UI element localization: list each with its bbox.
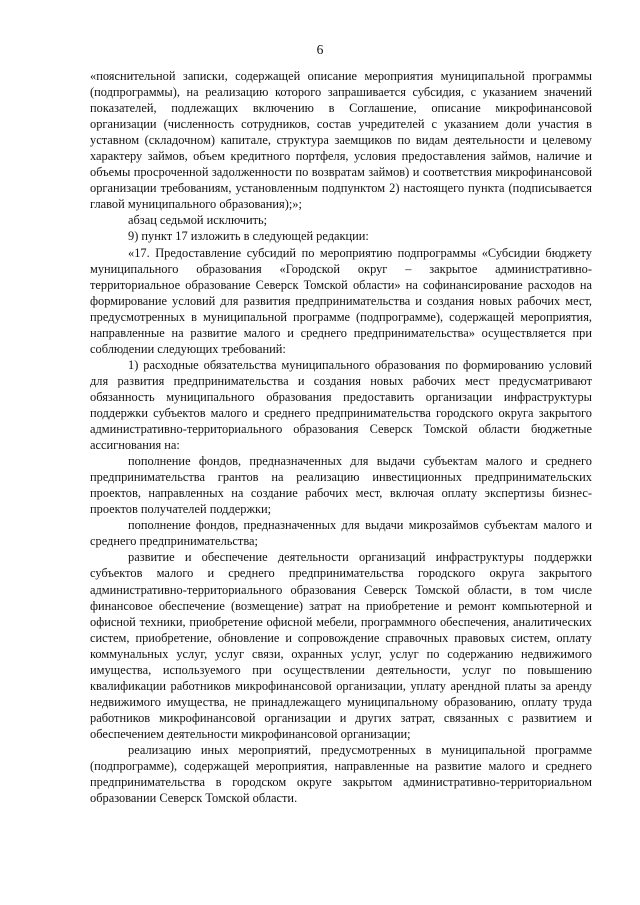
document-body	[90, 68, 592, 806]
paragraph-abzac-excluded: абзац седьмой исключить;	[128, 213, 268, 228]
paragraph-item-9: 9) пункт 17 изложить в следующей редакции:	[128, 229, 369, 244]
paragraph-infrastructure-development: развитие и обеспечение деятельности организаций инфраструктуры поддержки субъектов малого и среднего предпринимательства городского округа закрытого административно-территориального образования Северск Томской области, в том числе финансовое обеспечение (возмещение) затрат на приобретение и ремонт компьютерной и офисной техники, приобретение офисной мебели, программного обеспечения, аналитических систем, приобретение, обновление и сопровождение справочных правовых систем, оплату коммунальных услуг, услуг связи, охранных услуг, услуг по содержанию недвижимого имущества, используемого при осуществлении деятельности, услуг по повышению квалификации работников микрофинансовой организации, уплату арендной платы за аренду недвижимого имущества, не принадлежащего муниципальному образованию, оплату труда работников микрофинансовой организации и других затрат, связанных с развитием и обеспечением деятельности микрофинансовой организации;	[90, 550, 592, 741]
paragraph-explanatory-note: «пояснительной записки, содержащей описание мероприятия муниципальной программы (подпрограммы), на реализацию которого запрашивается субсидия, с указанием значений показателей, подлежащих включению в Соглашение, описание микрофинансовой организации (численность сотрудников, состав учредителей с указанием доли участия в уставном (складочном) капитале, структура заемщиков по видам деятельности и целевому характеру займов, объем кредитного портфеля, условия предоставления займов, наличие и объемы просроченной задолженности по возвратам займов) и соответствия микрофинансовой организации требованиям, установленным подпунктом 2) настоящего пункта (подписывается главой муниципального образования);»;	[90, 69, 592, 212]
paragraph-item-17: «17. Предоставление субсидий по мероприятию подпрограммы «Субсидии бюджету муниципального образования «Городской округ – закрытое административно-территориальное образование Северск Томской области» на софинансирование расходов на формирование условий для развития предпринимательства и создания новых рабочих мест, предусмотренных в муниципальной программе (подпрограмме), содержащей мероприятия, направленные на развитие малого и среднего предпринимательства» осуществляется при соблюдении следующих требований:	[90, 245, 592, 356]
paragraph-other-activities: реализацию иных мероприятий, предусмотренных в муниципальной программе (подпрограмме), содержащей мероприятия, направленные на развитие малого и среднего предпринимательства в городском округе закрытом административно-территориальном образовании Северск Томской области.	[90, 742, 592, 806]
paragraph-subitem-1: 1) расходные обязательства муниципального образования по формированию условий для развития предпринимательства и создания новых рабочих мест предусматривают обязанность муниципального образования предоставить организации инфраструктуры поддержки субъектов малого и среднего предпринимательства городского округа закрытого административно-территориального образования Северск Томской области бюджетные ассигнования на:	[90, 357, 592, 453]
page-number: 6	[316, 42, 324, 57]
paragraph-microloans-funds: пополнение фондов, предназначенных для выдачи микрозаймов субъектам малого и среднего предпринимательства;	[90, 518, 592, 549]
paragraph-grants-funds: пополнение фондов, предназначенных для выдачи субъектам малого и среднего предпринимательства грантов на реализацию инвестиционных предпринимательских проектов, направленных на создание рабочих мест, включая оплату экспертизы бизнес-проектов получателей поддержки;	[90, 454, 592, 517]
